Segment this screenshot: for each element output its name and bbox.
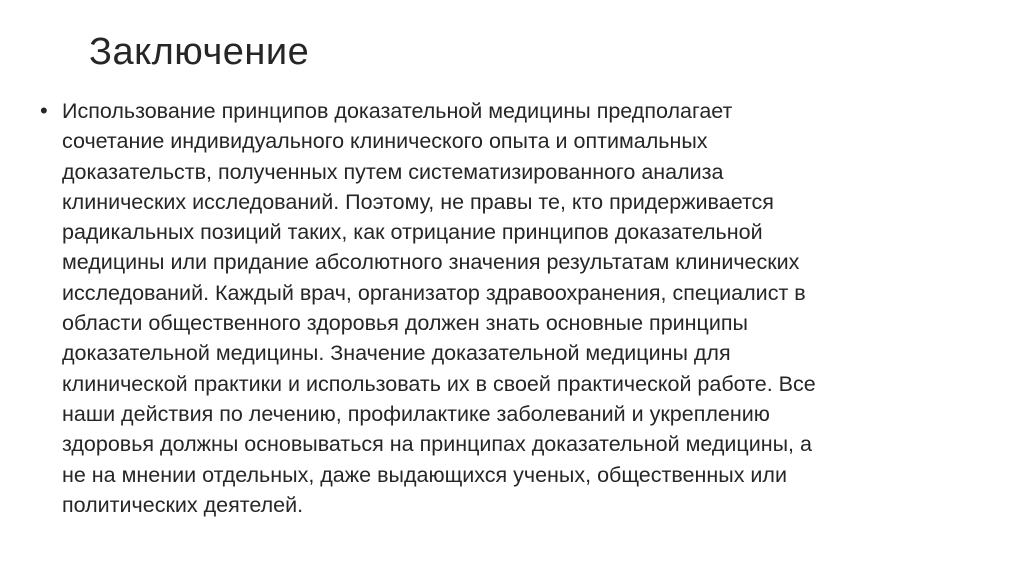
bullet-text: [62, 96, 952, 520]
bullet-line: Использование принципов доказательной медицины предполагает: [62, 99, 733, 123]
bullet-line: радикальных позиций таких, как отрицание принципов доказательной: [62, 220, 763, 245]
bullet-line: клинической практики и использовать их в своей практической работе. Все: [62, 371, 816, 396]
bullet-line: не на мнении отдельных, даже выдающихся ученых, общественных или: [62, 462, 787, 487]
bullet-line: медицины или придание абсолютного значения результатам клинических: [62, 250, 800, 275]
bullet-line: здоровья должны основываться на принципах доказательной медицины, а: [62, 432, 812, 457]
slide-content: [40, 96, 980, 520]
bullet-line: политических деятелей.: [62, 492, 304, 517]
bullet-line: области общественного здоровья должен знать основные принципы: [62, 311, 748, 336]
slide-title: Заключение: [89, 31, 310, 73]
bullet-line: сочетание индивидуального клинического опыта и оптимальных: [62, 129, 708, 154]
bullet-line: доказательной медицины. Значение доказательной медицины для: [62, 341, 731, 366]
bullet-line: наши действия по лечению, профилактике заболеваний и укреплению: [62, 401, 770, 426]
bullet-line: исследований. Каждый врач, организатор здравоохранения, специалист в: [62, 280, 806, 305]
bullet-item: [40, 96, 980, 520]
bullet-line: клинических исследований. Поэтому, не правы те, кто придерживается: [62, 189, 774, 214]
bullet-icon: •: [40, 98, 48, 123]
bullet-line: доказательств, полученных путем систематизированного анализа: [62, 159, 724, 184]
